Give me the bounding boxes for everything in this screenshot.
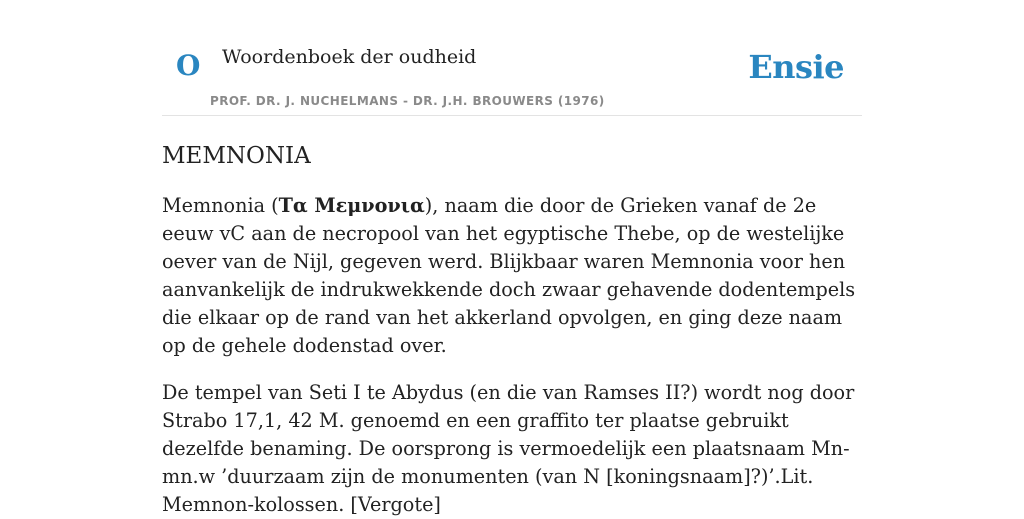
index-letter-link[interactable]: O	[176, 49, 201, 82]
ensie-logo-link[interactable]: Ensie	[748, 48, 844, 86]
entry-paragraph-2: De tempel van Seti I te Abydus (en die van Ramses II?) wordt nog door Strabo 17,1, 42 M. genoemd en een graffito ter plaatse gebruikt dezelfde benaming. De oorsprong is vermoedelijk een plaatsnaam Mn-mn.w ’duurzaam zijn de monumenten (van N [koningsnaam]?)’.Lit. Memnon-kolossen. [Vergote]	[162, 380, 855, 516]
dictionary-authors: PROF. DR. J. NUCHELMANS - DR. J.H. BROUWERS (1976)	[210, 94, 605, 108]
dictionary-title-link[interactable]: Woordenboek der oudheid	[222, 46, 477, 68]
greek-term: Τα Μεμνονια	[278, 193, 425, 217]
entry-paragraph-1	[162, 192, 862, 360]
dictionary-header	[162, 0, 862, 116]
paragraph-1-text-rest: ), naam die door de Grieken vanaf de 2e eeuw vC aan de necropool van het egyptische Thebe, op de westelijke oever van de Nijl, gegeven werd. Blijkbaar waren Memnonia voor hen aanvankelijk de indrukwekkende doch zwaar gehavende dodentempels die elkaar op de rand van het akkerland opvolgen, en ging deze naam op de gehele dodenstad over.	[162, 193, 856, 357]
page-container	[162, 0, 862, 519]
entry-term: MEMNONIA	[162, 143, 311, 169]
paragraph-1-text-start: Memnonia (	[162, 193, 279, 217]
